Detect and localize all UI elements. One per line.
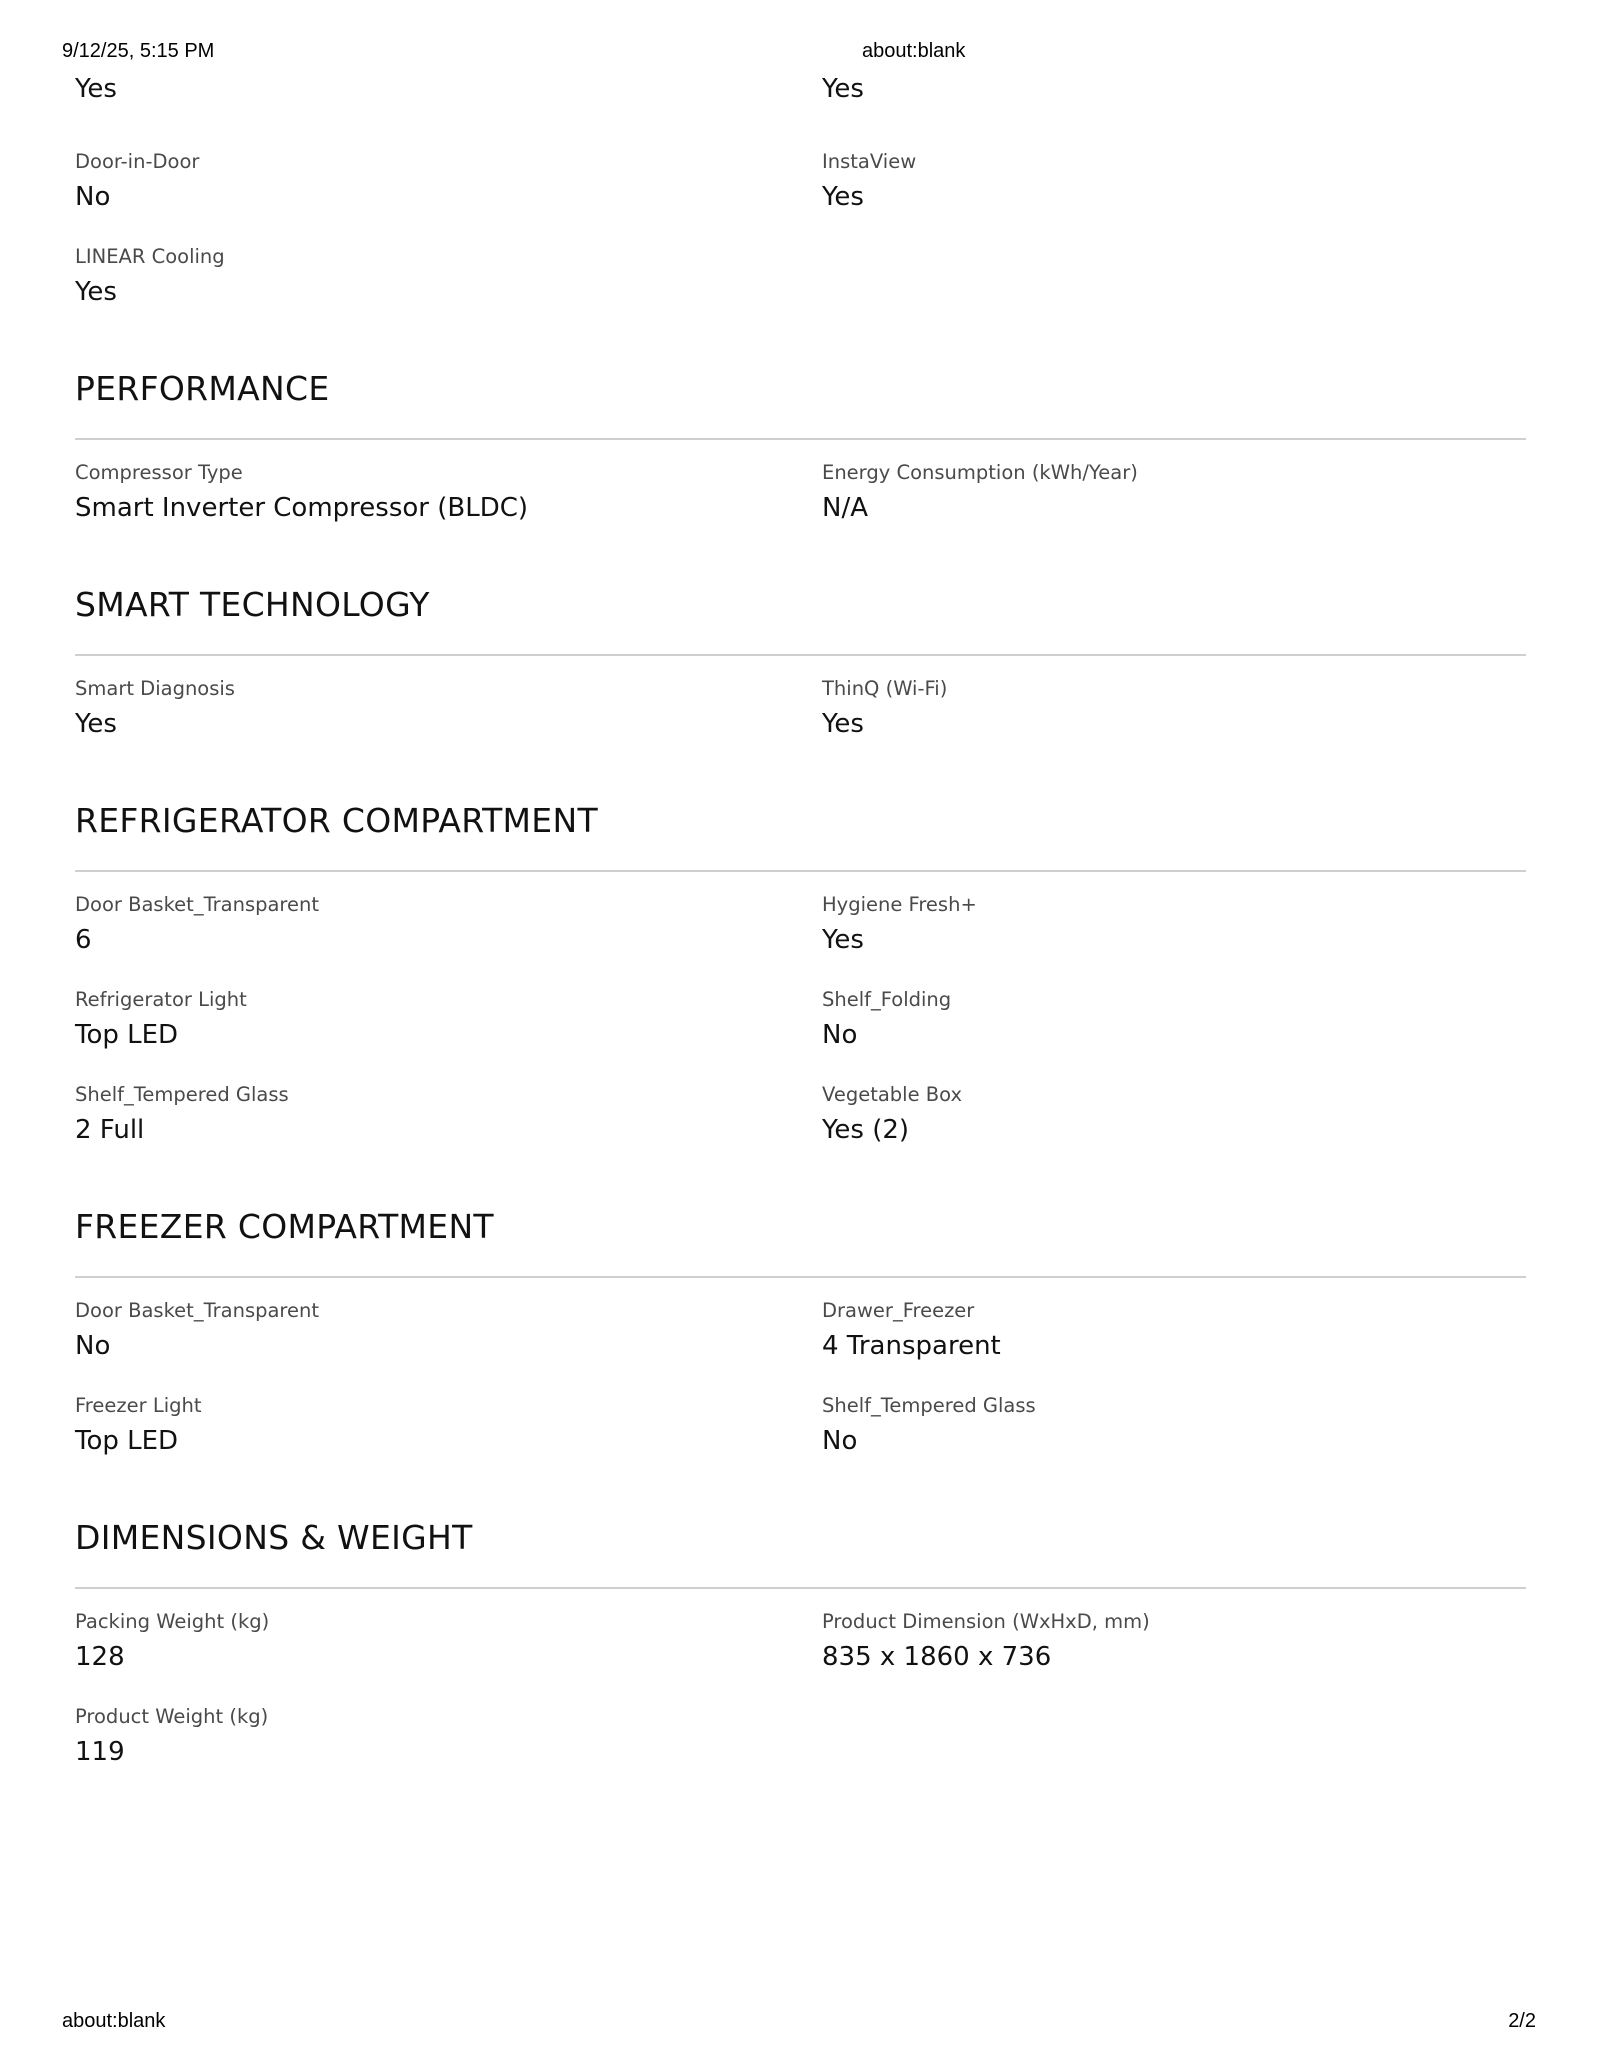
spec-value: Top LED <box>75 1426 179 1456</box>
spec-label: Compressor Type <box>75 461 243 484</box>
spec-value: Top LED <box>75 1020 179 1050</box>
spec-value: No <box>822 1020 858 1050</box>
spec-grid <box>75 1292 1526 1482</box>
section-divider <box>75 654 1526 656</box>
spec-item <box>822 143 1526 238</box>
spec-item <box>75 72 822 143</box>
print-footer <box>0 2010 1600 2036</box>
section-divider <box>75 1587 1526 1589</box>
spec-item <box>822 1603 1526 1698</box>
spec-label: LINEAR Cooling <box>75 245 225 268</box>
spec-label: Refrigerator Light <box>75 988 247 1011</box>
spec-item <box>75 1292 822 1387</box>
section-title: REFRIGERATOR COMPARTMENT <box>75 801 598 840</box>
section-title: PERFORMANCE <box>75 369 330 408</box>
spec-item <box>822 72 1526 143</box>
section-freezer-compartment <box>75 1207 1526 1482</box>
spec-value: Yes <box>822 925 864 955</box>
section-divider <box>75 870 1526 872</box>
footer-url: about:blank <box>62 2010 166 2032</box>
spec-value: 119 <box>75 1737 125 1767</box>
spec-item <box>822 1387 1526 1482</box>
section-smart-technology <box>75 585 1526 765</box>
spec-label: Freezer Light <box>75 1394 202 1417</box>
spec-item <box>75 1603 822 1698</box>
spec-value: 835 x 1860 x 736 <box>822 1642 1052 1672</box>
spec-label: Drawer_Freezer <box>822 1299 975 1322</box>
spec-label: Shelf_Tempered Glass <box>822 1394 1036 1417</box>
spec-value: Yes <box>822 709 864 739</box>
section-title: FREEZER COMPARTMENT <box>75 1207 494 1246</box>
spec-grid <box>75 1603 1526 1793</box>
spec-item <box>822 886 1526 981</box>
spec-grid <box>75 670 1526 765</box>
section-dimensions-weight <box>75 1518 1526 1793</box>
spec-label: Door Basket_Transparent <box>75 893 320 916</box>
spec-item <box>75 454 822 549</box>
section-divider <box>75 438 1526 440</box>
spec-value: No <box>75 1331 111 1361</box>
continued-spec-grid <box>75 72 1526 333</box>
spec-value: 6 <box>75 925 92 955</box>
spec-label: Shelf_Folding <box>822 988 952 1011</box>
spec-value: Yes <box>75 277 117 307</box>
spec-item <box>75 1387 822 1482</box>
spec-item <box>822 981 1526 1076</box>
spec-item <box>75 670 822 765</box>
spec-item <box>822 1076 1526 1171</box>
spec-value: 2 Full <box>75 1115 145 1145</box>
spec-item <box>822 454 1526 549</box>
spec-label: Shelf_Tempered Glass <box>75 1083 289 1106</box>
spec-label: InstaView <box>822 150 917 173</box>
section-divider <box>75 1276 1526 1278</box>
spec-item <box>75 886 822 981</box>
spec-label: Vegetable Box <box>822 1083 963 1106</box>
spec-label: Door Basket_Transparent <box>75 1299 320 1322</box>
spec-value: Smart Inverter Compressor (BLDC) <box>75 493 529 523</box>
spec-value: Yes (2) <box>822 1115 910 1145</box>
print-date: 9/12/25, 5:15 PM <box>62 40 215 62</box>
spec-grid <box>75 454 1526 549</box>
spec-sheet <box>75 72 1526 1793</box>
section-refrigerator-compartment <box>75 801 1526 1171</box>
spec-grid <box>75 886 1526 1171</box>
spec-item <box>822 1292 1526 1387</box>
spec-label: Energy Consumption (kWh/Year) <box>822 461 1138 484</box>
spec-item <box>75 238 822 333</box>
spec-value: No <box>822 1426 858 1456</box>
print-url: about:blank <box>862 40 966 62</box>
spec-item <box>822 670 1526 765</box>
section-title: DIMENSIONS & WEIGHT <box>75 1518 473 1557</box>
page-number: 2/2 <box>1508 2010 1536 2032</box>
spec-value: 4 Transparent <box>822 1331 1001 1361</box>
spec-item <box>75 1076 822 1171</box>
spec-item <box>75 143 822 238</box>
spec-label: Door-in-Door <box>75 150 200 173</box>
spec-item <box>75 981 822 1076</box>
spec-value: Yes <box>822 74 864 104</box>
spec-item <box>75 1698 822 1793</box>
spec-label: Hygiene Fresh+ <box>822 893 977 916</box>
spec-label: Product Dimension (WxHxD, mm) <box>822 1610 1150 1633</box>
spec-label: Product Weight (kg) <box>75 1705 269 1728</box>
spec-value: Yes <box>75 74 117 104</box>
spec-label: Packing Weight (kg) <box>75 1610 270 1633</box>
section-title: SMART TECHNOLOGY <box>75 585 430 624</box>
spec-value: N/A <box>822 493 868 523</box>
spec-value: Yes <box>822 182 864 212</box>
spec-label: ThinQ (Wi-Fi) <box>822 677 948 700</box>
section-performance <box>75 369 1526 549</box>
print-header <box>0 40 1600 66</box>
spec-label: Smart Diagnosis <box>75 677 235 700</box>
spec-value: Yes <box>75 709 117 739</box>
spec-value: No <box>75 182 111 212</box>
spec-value: 128 <box>75 1642 125 1672</box>
